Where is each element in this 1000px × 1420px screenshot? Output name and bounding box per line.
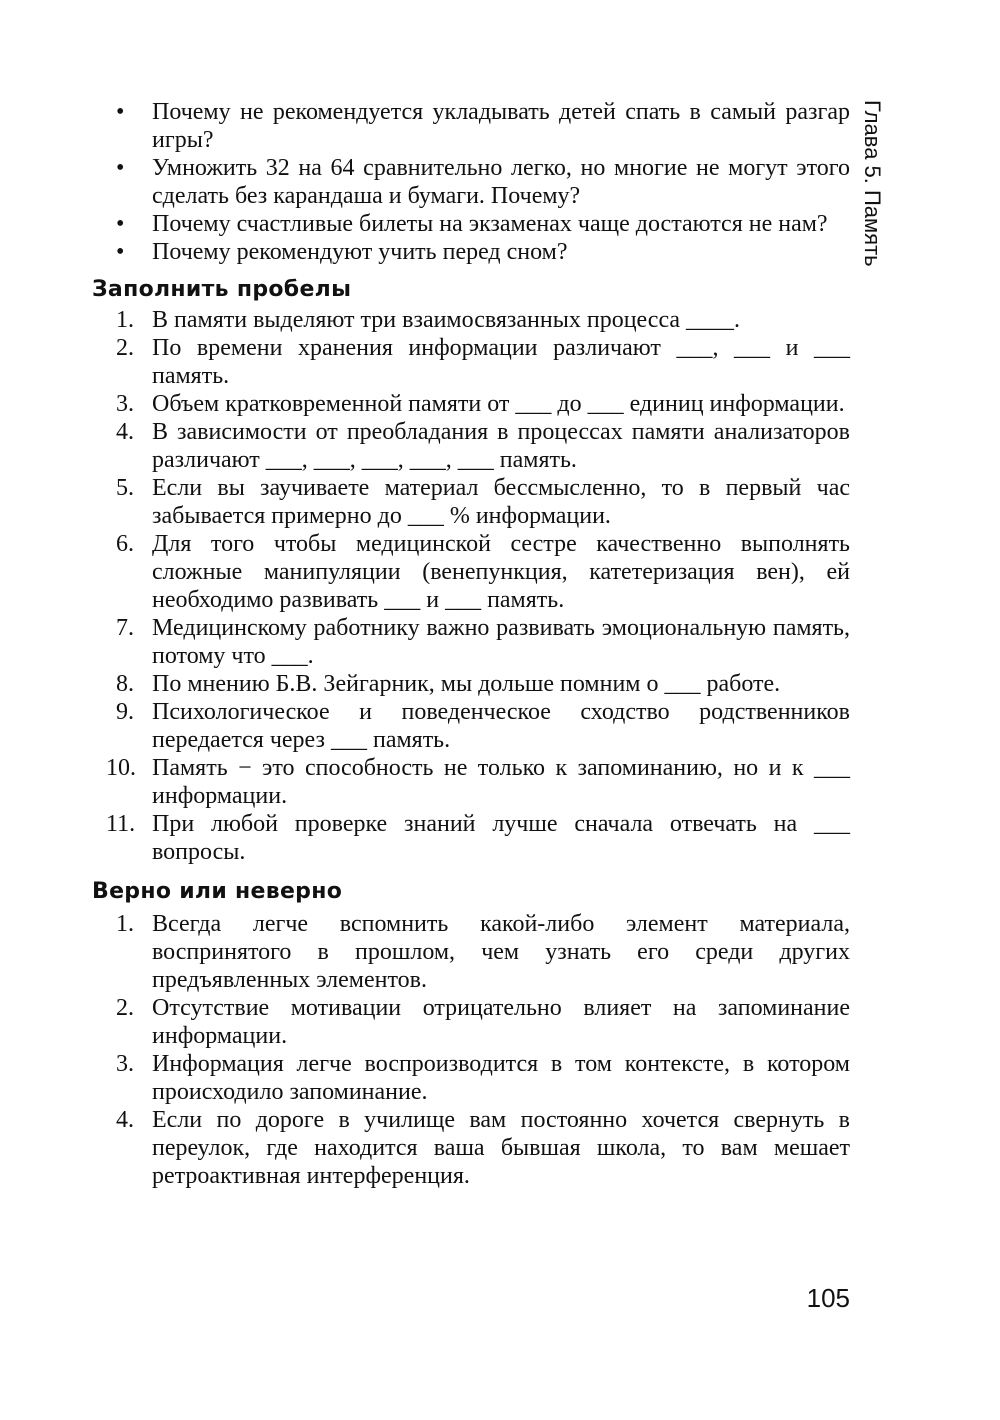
item-number: 10. <box>106 755 136 781</box>
item-text: Информация легче воспроизводится в том контексте, в котором происходило запоминание. <box>152 1051 850 1105</box>
list-item <box>92 994 850 1050</box>
page-number: 105 <box>806 1283 850 1313</box>
list-item <box>92 334 850 390</box>
list-item <box>92 390 850 418</box>
item-number: 7. <box>116 615 134 641</box>
list-item <box>92 670 850 698</box>
item-text: Медицинскому работнику важно развивать эмоциональную память, потому что ___. <box>152 615 850 669</box>
bullet-item <box>92 210 850 238</box>
item-number: 5. <box>116 475 134 501</box>
item-text: Отсутствие мотивации отрицательно влияет на запоминание информации. <box>152 995 850 1049</box>
true-false-heading: Верно или неверно <box>92 879 343 904</box>
true-false-list <box>92 910 850 1190</box>
item-number: 6. <box>116 531 134 557</box>
item-text: В зависимости от преобладания в процессах памяти анализаторов различают ___, ___, ___, ___, ___ память. <box>152 419 850 473</box>
item-number: 2. <box>116 335 134 361</box>
list-item <box>92 1050 850 1106</box>
item-number: 3. <box>116 1051 134 1077</box>
bullet-item <box>92 154 850 210</box>
fill-blanks-list <box>92 306 850 866</box>
running-header: Глава 5. Память <box>860 100 885 267</box>
item-text: По времени хранения информации различают ___, ___ и ___ память. <box>152 335 850 389</box>
bullet-text: Почему не рекомендуется укладывать детей спать в самый разгар игры? <box>152 99 850 153</box>
list-item <box>92 306 850 334</box>
bullet-text: Почему счастливые билеты на экзаменах чаще достаются не нам? <box>152 211 828 237</box>
list-item <box>92 418 850 474</box>
bullet-text: Почему рекомендуют учить перед сном? <box>152 239 568 265</box>
list-item <box>92 1106 850 1190</box>
list-item <box>92 474 850 530</box>
item-text: Если по дороге в училище вам постоянно хочется свернуть в переулок, где находится ваша бывшая школа, то вам мешает ретроактивная интерференция. <box>152 1107 850 1189</box>
item-text: По мнению Б.В. Зейгарник, мы дольше помним о ___ работе. <box>152 671 781 697</box>
item-number: 2. <box>116 995 134 1021</box>
bullet-item <box>92 98 850 154</box>
list-item <box>92 754 850 810</box>
item-text: Память − это способность не только к запоминанию, но и к ___ информации. <box>152 755 850 809</box>
page-content <box>92 98 850 1190</box>
item-number: 4. <box>116 1107 134 1133</box>
item-number: 1. <box>116 307 134 333</box>
item-text: Для того чтобы медицинской сестре качественно выполнять сложные манипуляции (венепункция, катетеризация вен), ей необходимо развивать ___ и ___ память. <box>152 531 850 613</box>
item-text: Психологическое и поведенческое сходство родственников передается через ___ память. <box>152 699 850 753</box>
item-text: В памяти выделяют три взаимосвязанных процесса ____. <box>152 307 741 333</box>
bullet-text: Умножить 32 на 64 сравнительно легко, но многие не могут этого сделать без карандаша и бумаги. Почему? <box>152 155 850 209</box>
item-number: 3. <box>116 391 134 417</box>
fill-blanks-heading: Заполнить пробелы <box>92 277 352 302</box>
list-item <box>92 698 850 754</box>
list-item <box>92 614 850 670</box>
item-number: 8. <box>116 671 134 697</box>
item-number: 9. <box>116 699 134 725</box>
item-text: Объем кратковременной памяти от ___ до ___ единиц информации. <box>152 391 845 417</box>
item-number: 4. <box>116 419 134 445</box>
bullet-item <box>92 238 850 266</box>
item-text: При любой проверке знаний лучше сначала отвечать на ___ вопросы. <box>152 811 850 865</box>
question-bullet-list <box>92 98 850 266</box>
item-number: 11. <box>106 811 136 837</box>
list-item <box>92 910 850 994</box>
item-text: Всегда легче вспомнить какой-либо элемент материала, воспринятого в прошлом, чем узнать его среди других предъявленных элементов. <box>152 911 850 993</box>
item-text: Если вы заучиваете материал бессмысленно, то в первый час забывается примерно до ___ % информации. <box>152 475 850 529</box>
list-item <box>92 810 850 866</box>
item-number: 1. <box>116 911 134 937</box>
list-item <box>92 530 850 614</box>
